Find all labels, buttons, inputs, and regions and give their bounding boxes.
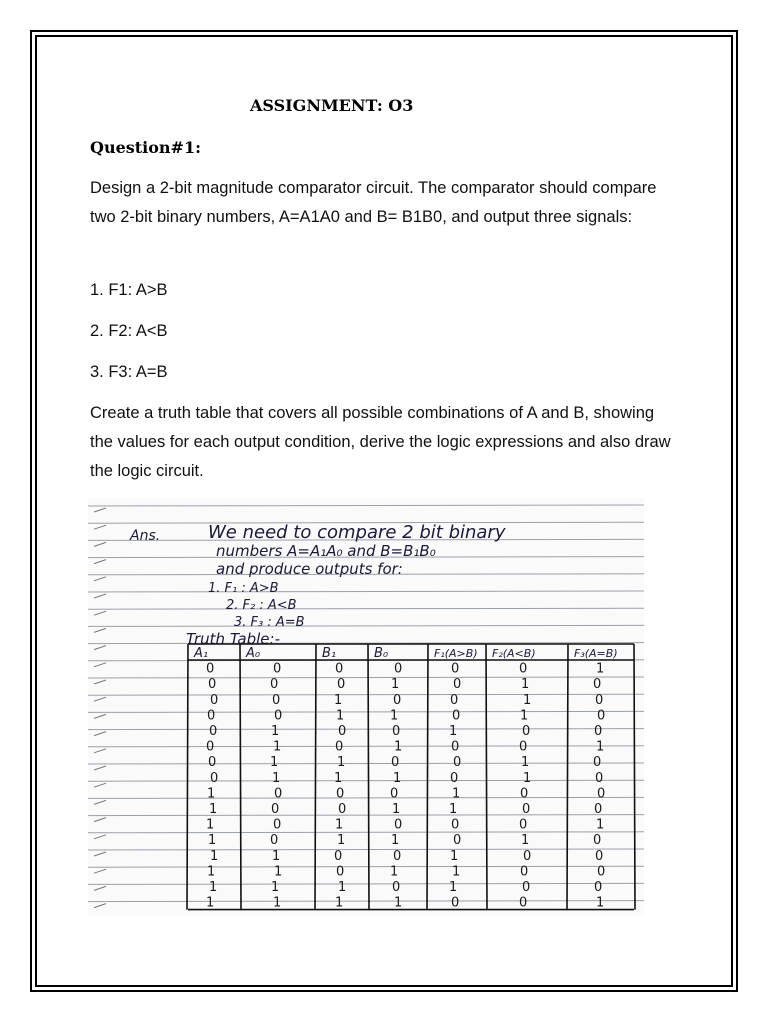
table-cell: 0 (208, 755, 217, 771)
ruled-line (88, 866, 644, 867)
margin-mark (94, 749, 106, 753)
margin-mark (94, 818, 106, 822)
table-cell: 1 (272, 848, 281, 864)
table-cell: 0 (273, 661, 282, 677)
margin-mark (94, 783, 106, 787)
margin-mark (94, 628, 106, 632)
margin-mark (94, 646, 106, 650)
margin-mark (94, 577, 106, 581)
table-cell: 1 (449, 724, 458, 739)
table-cell: 0 (336, 786, 345, 802)
table-cell: 0 (336, 864, 345, 880)
ruled-line (88, 625, 644, 626)
table-cell: 1 (452, 864, 461, 880)
table-cell: 0 (338, 724, 347, 739)
hw-output-2: 2. F₂ : A<B (226, 598, 297, 613)
hw-line-1: We need to compare 2 bit binary (208, 522, 506, 543)
table-cell: 0 (519, 739, 528, 755)
table-cell: 0 (451, 895, 460, 911)
margin-mark (94, 852, 106, 856)
ruled-line (88, 849, 644, 850)
output-item-f1: 1. F1: A>B (90, 281, 168, 299)
table-cell: 1 (337, 833, 346, 849)
table-cell: 1 (272, 770, 281, 786)
table-cell: 0 (337, 677, 346, 693)
table-cell: 0 (338, 802, 347, 817)
table-cell: 0 (522, 802, 531, 817)
ruled-line (88, 832, 644, 833)
output-item-f2: 2. F2: A<B (90, 322, 168, 340)
table-cell: 1 (206, 895, 215, 911)
table-cell: 0 (335, 739, 344, 755)
table-cell: 1 (394, 895, 403, 911)
table-cell: 1 (209, 802, 218, 817)
question-intro: Design a 2-bit magnitude comparator circuit. The comparator should compare two 2-bit binary numbers, A=A1A0 and B= B1B0, and output three signals: (90, 179, 657, 226)
table-cell: 0 (597, 786, 606, 802)
table-cell: 1 (335, 817, 344, 833)
table-cell: 0 (391, 755, 400, 771)
table-cell: 1 (334, 692, 343, 708)
margin-mark (94, 732, 106, 736)
table-cell: 1 (208, 833, 217, 849)
truth-table-label: Truth Table:- (186, 630, 280, 648)
table-cell: 0 (594, 880, 603, 895)
table-cell: 1 (596, 817, 605, 833)
table-cell: 1 (521, 833, 530, 849)
table-column-line (240, 644, 241, 910)
table-cell: 0 (270, 833, 279, 849)
output-item-f3: 3. F3: A=B (90, 363, 168, 381)
table-cell: 0 (394, 817, 403, 833)
table-cell: 0 (519, 661, 528, 677)
table-cell: 0 (206, 661, 215, 677)
table-column-line (486, 644, 487, 910)
table-header-cell: B₁ (322, 646, 337, 661)
table-cell: 1 (337, 755, 346, 771)
margin-mark (94, 714, 106, 718)
table-cell: 0 (451, 739, 460, 755)
table-header-cell: F₃(A=B) (574, 647, 618, 660)
table-cell: 1 (520, 708, 529, 724)
table-cell: 0 (594, 802, 603, 817)
margin-mark (94, 800, 106, 804)
ruled-line (88, 797, 644, 798)
table-cell: 1 (452, 786, 461, 802)
ruled-line (88, 780, 644, 781)
table-cell: 0 (522, 724, 531, 739)
table-cell: 1 (521, 755, 530, 771)
table-cell: 0 (593, 755, 602, 771)
table-cell: 1 (335, 895, 344, 911)
table-header-cell: F₁(A>B) (434, 647, 478, 660)
margin-mark (94, 766, 106, 770)
table-column-line (368, 644, 369, 910)
table-cell: 0 (209, 724, 218, 739)
table-cell: 1 (390, 864, 399, 880)
table-cell: 0 (390, 786, 399, 802)
question-heading: Question#1: (90, 138, 201, 157)
ruled-line (88, 901, 644, 902)
ruled-line (88, 746, 644, 747)
margin-mark (94, 835, 106, 839)
table-cell: 0 (393, 692, 402, 708)
ruled-line (88, 591, 644, 592)
table-cell: 1 (207, 864, 216, 880)
table-cell: 0 (393, 848, 402, 864)
ruled-line (88, 815, 644, 816)
table-cell: 0 (522, 880, 531, 895)
table-column-line (187, 644, 188, 910)
table-cell: 0 (208, 677, 217, 693)
table-cell: 1 (523, 770, 532, 786)
hw-line-2: numbers A=A₁A₀ and B=B₁B₀ (216, 542, 436, 560)
ruled-line (88, 763, 644, 764)
table-cell: 1 (334, 770, 343, 786)
table-cell: 1 (596, 661, 605, 677)
table-cell: 1 (391, 677, 400, 693)
table-cell: 0 (519, 817, 528, 833)
table-cell: 0 (450, 770, 459, 786)
table-cell: 0 (270, 677, 279, 693)
table-cell: 1 (596, 739, 605, 755)
table-cell: 1 (273, 739, 282, 755)
table-cell: 1 (210, 848, 219, 864)
handwritten-answer-photo (88, 498, 644, 916)
table-cell: 0 (394, 661, 403, 677)
table-cell: 0 (452, 708, 461, 724)
ruled-line (88, 883, 644, 884)
table-cell: 0 (519, 895, 528, 911)
table-cell: 0 (272, 692, 281, 708)
hw-output-3: 3. F₃ : A=B (234, 615, 305, 630)
table-cell: 0 (597, 708, 606, 724)
table-cell: 0 (335, 661, 344, 677)
table-cell: 0 (595, 692, 604, 708)
table-header-cell: F₂(A<B) (492, 647, 536, 660)
hw-line-3: and produce outputs for: (216, 560, 403, 578)
table-cell: 0 (273, 817, 282, 833)
assignment-title: ASSIGNMENT: O3 (250, 96, 414, 115)
table-header-cell: A₀ (246, 646, 261, 661)
margin-mark (94, 886, 106, 890)
table-cell: 1 (393, 770, 402, 786)
table-column-line (427, 644, 428, 910)
table-column-line (315, 644, 316, 910)
table-cell: 0 (392, 724, 401, 739)
table-cell: 0 (274, 786, 283, 802)
table-cell: 0 (206, 739, 215, 755)
table-cell: 0 (593, 833, 602, 849)
table-cell: 0 (210, 770, 219, 786)
table-cell: 0 (520, 786, 529, 802)
ruled-line (88, 505, 644, 506)
table-cell: 0 (594, 724, 603, 739)
table-cell: 1 (521, 677, 530, 693)
margin-mark (94, 525, 106, 529)
table-cell: 0 (593, 677, 602, 693)
table-cell: 0 (271, 802, 280, 817)
table-cell: 0 (453, 833, 462, 849)
table-cell: 1 (336, 708, 345, 724)
table-cell: 0 (520, 864, 529, 880)
table-cell: 1 (394, 739, 403, 755)
ruled-line (88, 608, 644, 609)
table-header-cell: B₀ (374, 646, 389, 661)
table-column-line (567, 644, 568, 910)
table-column-line (634, 644, 635, 910)
table-cell: 0 (453, 677, 462, 693)
ruled-line (88, 677, 644, 678)
ruled-line (88, 711, 644, 712)
margin-mark (94, 697, 106, 701)
margin-mark (94, 611, 106, 615)
table-cell: 0 (523, 848, 532, 864)
table-cell: 0 (453, 755, 462, 771)
ruled-line (88, 694, 644, 695)
table-cell: 1 (207, 786, 216, 802)
table-cell: 1 (449, 802, 458, 817)
margin-mark (94, 869, 106, 873)
margin-mark (94, 508, 106, 512)
margin-mark (94, 663, 106, 667)
margin-mark (94, 560, 106, 564)
table-cell: 0 (210, 692, 219, 708)
table-cell: 1 (596, 895, 605, 911)
table-cell: 0 (595, 848, 604, 864)
table-cell: 1 (391, 833, 400, 849)
question-instructions: Create a truth table that covers all possible combinations of A and B, showing the values for each output condition, derive the logic expressions and also draw the logic circuit. (90, 404, 671, 480)
table-cell: 0 (451, 661, 460, 677)
table-cell: 1 (206, 817, 215, 833)
table-cell: 1 (450, 848, 459, 864)
margin-mark (94, 542, 106, 546)
table-header-cell: A₁ (194, 646, 209, 661)
table-cell: 0 (450, 692, 459, 708)
table-cell: 0 (392, 880, 401, 895)
table-cell: 0 (334, 848, 343, 864)
table-cell: 1 (270, 755, 279, 771)
table-cell: 0 (595, 770, 604, 786)
table-cell: 1 (449, 880, 458, 895)
table-cell: 1 (392, 802, 401, 817)
margin-mark (94, 594, 106, 598)
table-cell: 1 (338, 880, 347, 895)
ruled-line (88, 729, 644, 730)
table-cell: 1 (209, 880, 218, 895)
table-cell: 1 (274, 864, 283, 880)
ans-label: Ans. (130, 528, 161, 544)
margin-mark (94, 904, 106, 908)
table-cell: 0 (451, 817, 460, 833)
table-cell: 1 (523, 692, 532, 708)
table-cell: 0 (274, 708, 283, 724)
table-cell: 0 (597, 864, 606, 880)
hw-output-1: 1. F₁ : A>B (208, 581, 279, 596)
table-cell: 0 (207, 708, 216, 724)
table-cell: 1 (271, 724, 280, 739)
table-cell: 1 (273, 895, 282, 911)
table-cell: 1 (271, 880, 280, 895)
margin-mark (94, 680, 106, 684)
table-cell: 1 (390, 708, 399, 724)
